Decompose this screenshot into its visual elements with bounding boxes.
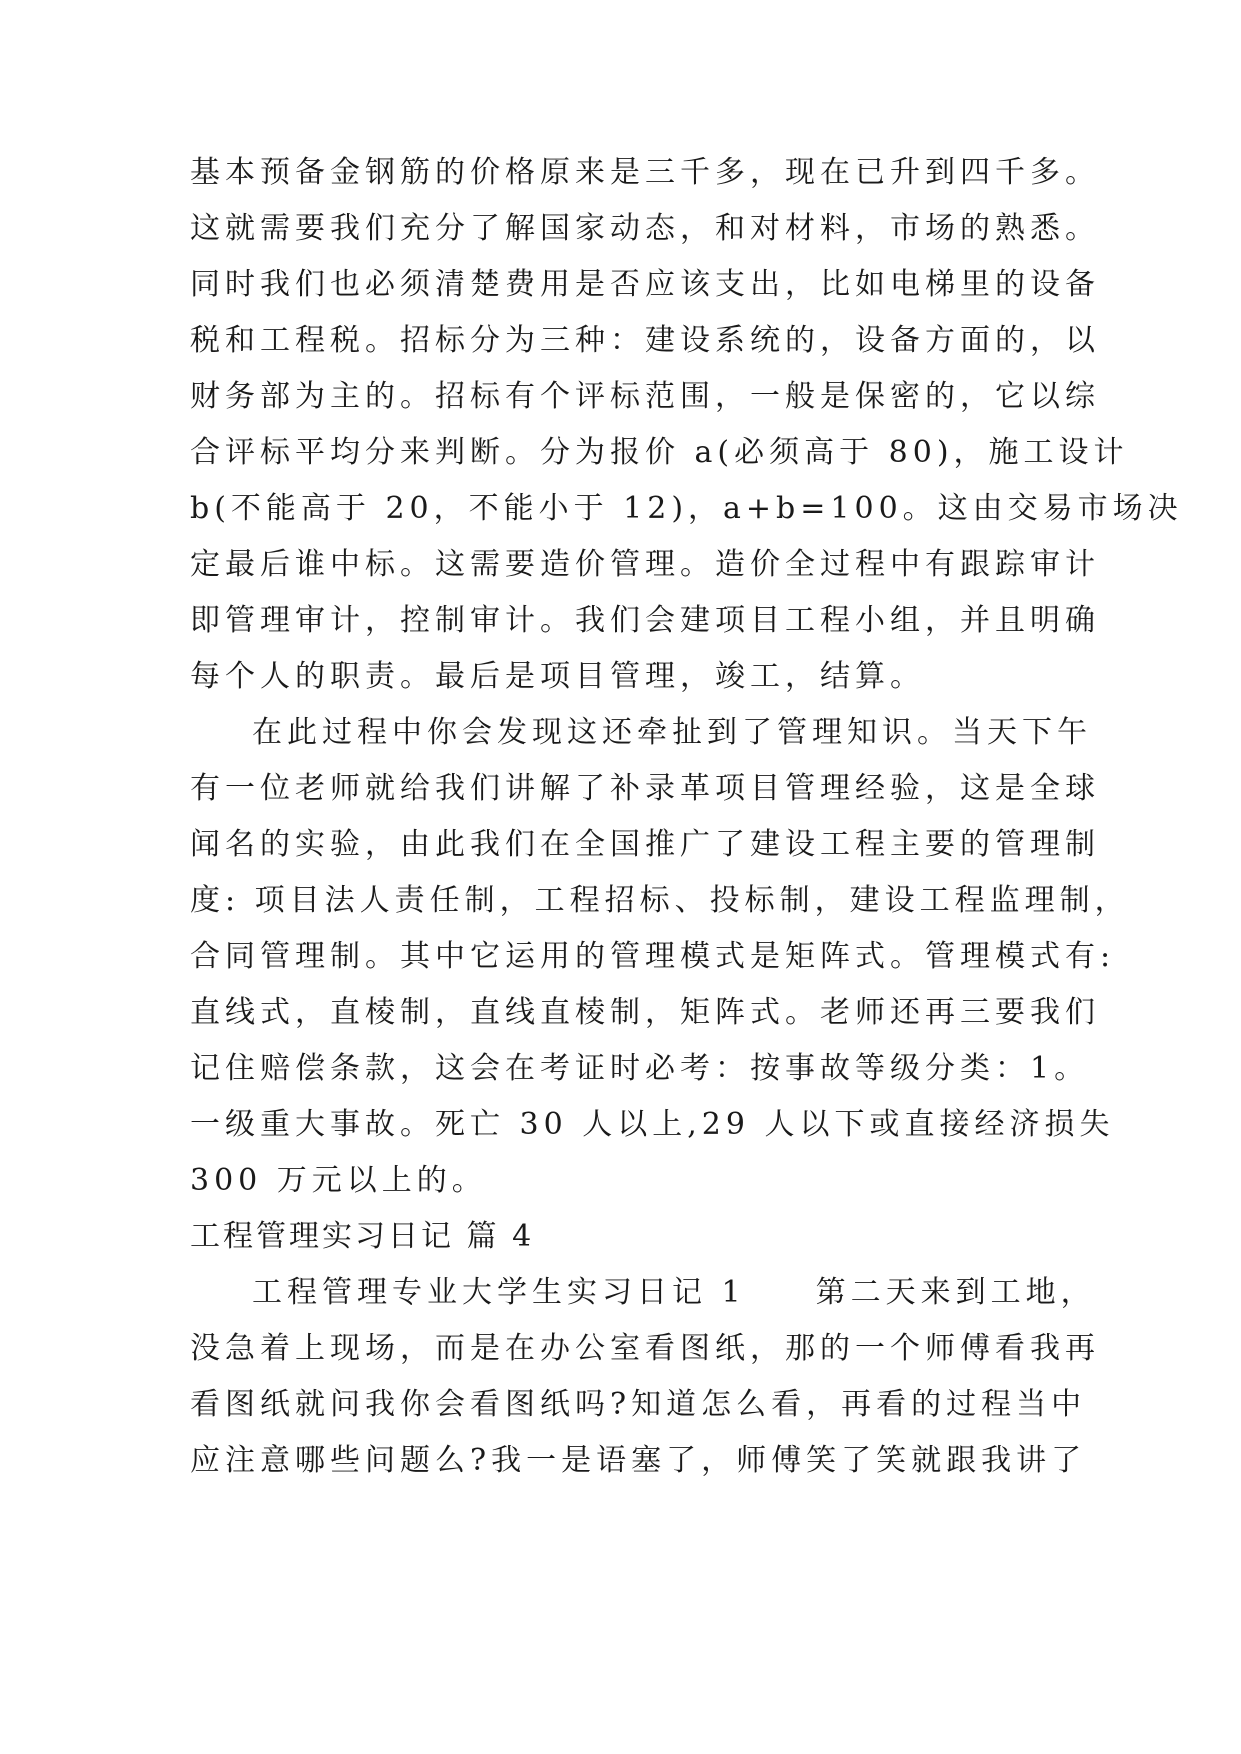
text-line: 记住赔偿条款，这会在考证时必考：按事故等级分类：1。 bbox=[190, 1051, 1090, 1086]
text-line: 定最后谁中标。这需要造价管理。造价全过程中有跟踪审计 bbox=[190, 547, 1100, 582]
text-line: 闻名的实验，由此我们在全国推广了建设工程主要的管理制 bbox=[190, 827, 1100, 862]
text-line: 即管理审计，控制审计。我们会建项目工程小组，并且明确 bbox=[190, 603, 1100, 638]
text-line: 每个人的职责。最后是项目管理，竣工，结算。 bbox=[190, 659, 925, 694]
text-line: 有一位老师就给我们讲解了补录革项目管理经验，这是全球 bbox=[190, 771, 1100, 806]
text-line: 没急着上现场，而是在办公室看图纸，那的一个师傅看我再 bbox=[190, 1331, 1100, 1366]
text-line: 同时我们也必须清楚费用是否应该支出，比如电梯里的设备 bbox=[190, 267, 1100, 302]
text-line: 税和工程税。招标分为三种：建设系统的，设备方面的，以 bbox=[190, 323, 1100, 358]
text-line: 300 万元以上的。 bbox=[190, 1163, 487, 1198]
paragraph-first-line: 在此过程中你会发现这还牵扯到了管理知识。当天下午 bbox=[252, 715, 1092, 750]
paragraph-first-line: 工程管理专业大学生实习日记 1 第二天来到工地， bbox=[252, 1275, 1096, 1310]
text-line: 合评标平均分来判断。分为报价 a(必须高于 80)，施工设计 bbox=[190, 435, 1129, 470]
text-line: 合同管理制。其中它运用的管理模式是矩阵式。管理模式有: bbox=[190, 939, 1116, 974]
text-line: 直线式，直棱制，直线直棱制，矩阵式。老师还再三要我们 bbox=[190, 995, 1100, 1030]
text-line: 这就需要我们充分了解国家动态，和对材料，市场的熟悉。 bbox=[190, 211, 1100, 246]
text-line: 度: 项目法人责任制，工程招标、投标制，建设工程监理制， bbox=[190, 883, 1130, 918]
text-line: 看图纸就问我你会看图纸吗?知道怎么看，再看的过程当中 bbox=[190, 1387, 1087, 1422]
text-line: 一级重大事故。死亡 30 人以上,29 人以下或直接经济损失 bbox=[190, 1107, 1115, 1142]
text-line: b(不能高于 20，不能小于 12)，a+b=100。这由交易市场决 bbox=[190, 491, 1183, 526]
text-line: 应注意哪些问题么?我一是语塞了，师傅笑了笑就跟我讲了 bbox=[190, 1443, 1087, 1478]
section-heading: 工程管理实习日记 篇 4 bbox=[190, 1219, 535, 1254]
text-line: 基本预备金钢筋的价格原来是三千多，现在已升到四千多。 bbox=[190, 155, 1100, 190]
text-line: 财务部为主的。招标有个评标范围，一般是保密的，它以综 bbox=[190, 379, 1100, 414]
